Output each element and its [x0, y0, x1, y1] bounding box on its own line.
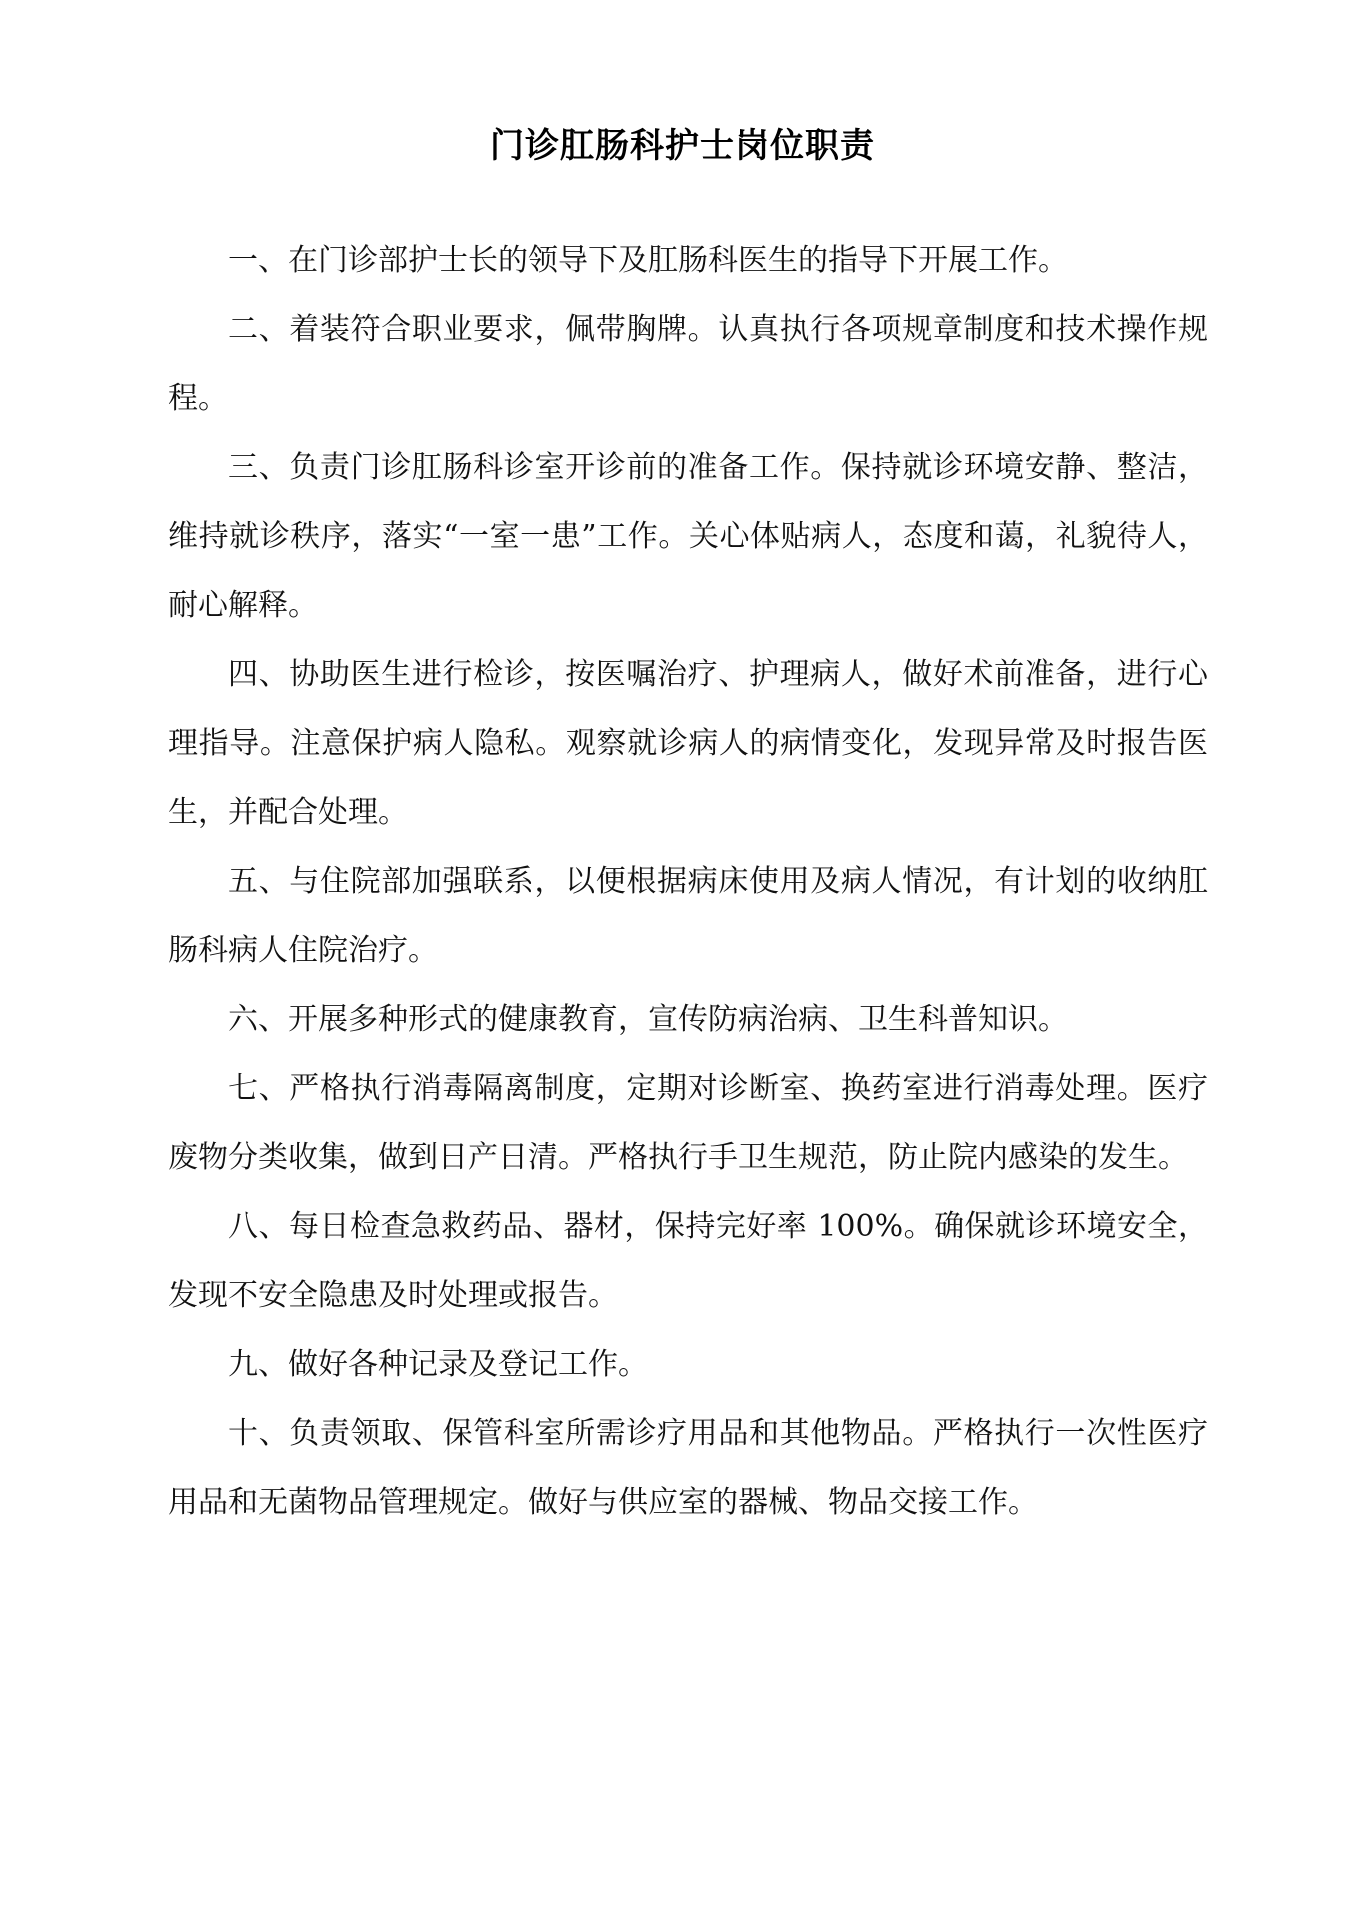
paragraph-5: 五、与住院部加强联系，以便根据病床使用及病人情况，有计划的收纳肛肠科病人住院治疗。 — [168, 864, 1208, 968]
document-title: 门诊肛肠科护士岗位职责 — [490, 126, 875, 166]
paragraph-1: 一、在门诊部护士长的领导下及肛肠科医生的指导下开展工作。 — [228, 243, 1068, 278]
paragraph-8: 八、每日检查急救药品、器材，保持完好率 100%。确保就诊环境安全，发现不安全隐患及时处理或报告。 — [168, 1209, 1208, 1313]
paragraph-7: 七、严格执行消毒隔离制度，定期对诊断室、换药室进行消毒处理。医疗废物分类收集，做到日产日清。严格执行手卫生规范，防止院内感染的发生。 — [168, 1071, 1208, 1175]
document-body — [168, 226, 1208, 1537]
paragraph-4: 四、协助医生进行检诊，按医嘱治疗、护理病人，做好术前准备，进行心理指导。注意保护病人隐私。观察就诊病人的病情变化，发现异常及时报告医生，并配合处理。 — [168, 657, 1208, 830]
paragraph-9: 九、做好各种记录及登记工作。 — [228, 1347, 648, 1382]
paragraph-3: 三、负责门诊肛肠科诊室开诊前的准备工作。保持就诊环境安静、整洁，维持就诊秩序，落实“一室一患”工作。关心体贴病人，态度和蔼，礼貌待人，耐心解释。 — [168, 450, 1208, 623]
paragraph-10: 十、负责领取、保管科室所需诊疗用品和其他物品。严格执行一次性医疗用品和无菌物品管理规定。做好与供应室的器械、物品交接工作。 — [168, 1416, 1208, 1520]
paragraph-2: 二、着装符合职业要求，佩带胸牌。认真执行各项规章制度和技术操作规程。 — [168, 312, 1208, 416]
paragraph-6: 六、开展多种形式的健康教育，宣传防病治病、卫生科普知识。 — [228, 1002, 1068, 1037]
